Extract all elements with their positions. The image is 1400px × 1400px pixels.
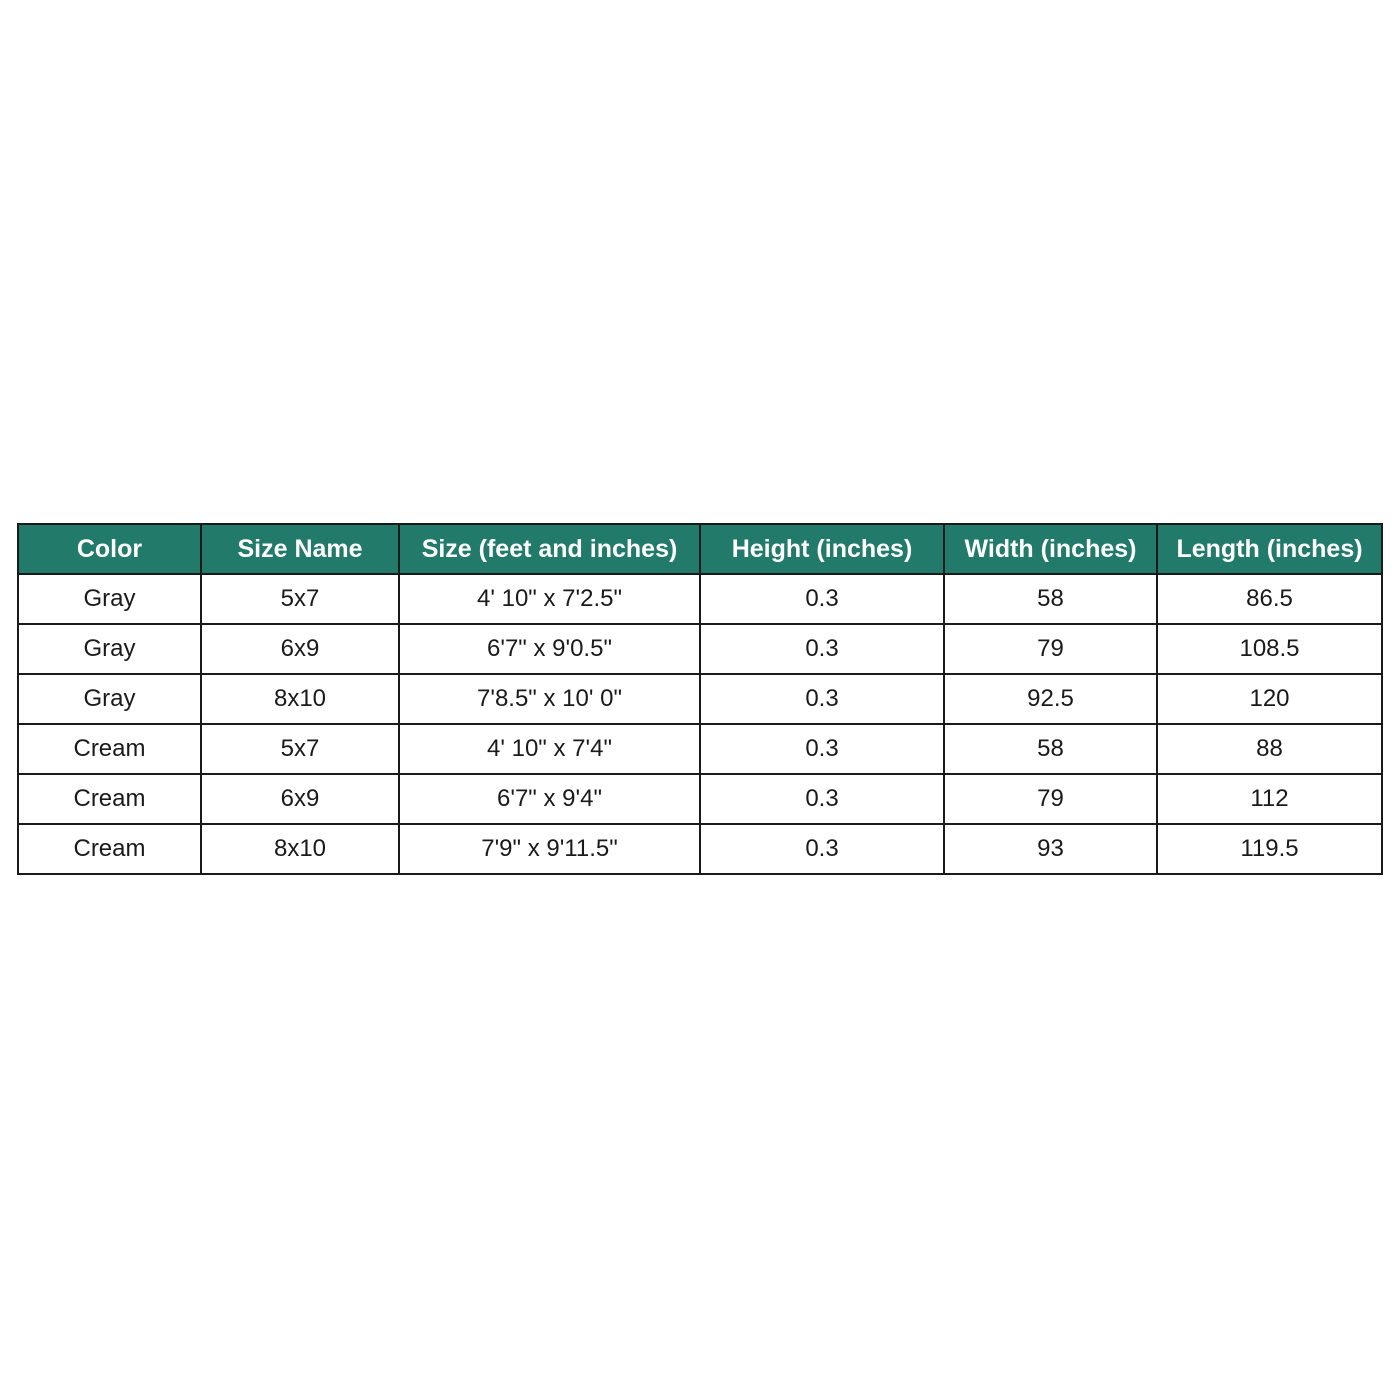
cell-height: 0.3 [700,674,944,724]
header-height: Height (inches) [700,524,944,574]
cell-length: 86.5 [1157,574,1382,624]
cell-size-name: 6x9 [201,774,399,824]
cell-size-feet-inches: 6'7" x 9'4" [399,774,700,824]
cell-width: 92.5 [944,674,1157,724]
cell-width: 93 [944,824,1157,874]
header-width: Width (inches) [944,524,1157,574]
cell-height: 0.3 [700,574,944,624]
cell-size-feet-inches: 7'9" x 9'11.5" [399,824,700,874]
table-row [18,574,1382,624]
cell-length: 112 [1157,774,1382,824]
size-spec-table-container [17,523,1381,875]
cell-size-feet-inches: 4' 10" x 7'4" [399,724,700,774]
header-size-feet-inches: Size (feet and inches) [399,524,700,574]
cell-width: 58 [944,574,1157,624]
cell-height: 0.3 [700,824,944,874]
cell-size-name: 6x9 [201,624,399,674]
cell-height: 0.3 [700,624,944,674]
header-length: Length (inches) [1157,524,1382,574]
cell-width: 79 [944,624,1157,674]
cell-color: Cream [18,774,201,824]
cell-length: 120 [1157,674,1382,724]
cell-size-name: 5x7 [201,574,399,624]
cell-color: Gray [18,574,201,624]
cell-size-feet-inches: 4' 10" x 7'2.5" [399,574,700,624]
table-body [18,574,1382,874]
table-header [18,524,1382,574]
header-color: Color [18,524,201,574]
cell-length: 108.5 [1157,624,1382,674]
size-spec-table [17,523,1383,875]
table-row [18,774,1382,824]
table-row [18,624,1382,674]
cell-height: 0.3 [700,724,944,774]
cell-length: 88 [1157,724,1382,774]
table-row [18,674,1382,724]
cell-size-name: 8x10 [201,674,399,724]
cell-size-feet-inches: 7'8.5" x 10' 0" [399,674,700,724]
cell-size-name: 8x10 [201,824,399,874]
cell-height: 0.3 [700,774,944,824]
cell-color: Cream [18,724,201,774]
table-row [18,724,1382,774]
cell-size-feet-inches: 6'7" x 9'0.5" [399,624,700,674]
cell-width: 58 [944,724,1157,774]
cell-color: Gray [18,624,201,674]
table-row [18,824,1382,874]
header-size-name: Size Name [201,524,399,574]
cell-color: Cream [18,824,201,874]
cell-length: 119.5 [1157,824,1382,874]
cell-color: Gray [18,674,201,724]
header-row [18,524,1382,574]
cell-width: 79 [944,774,1157,824]
cell-size-name: 5x7 [201,724,399,774]
